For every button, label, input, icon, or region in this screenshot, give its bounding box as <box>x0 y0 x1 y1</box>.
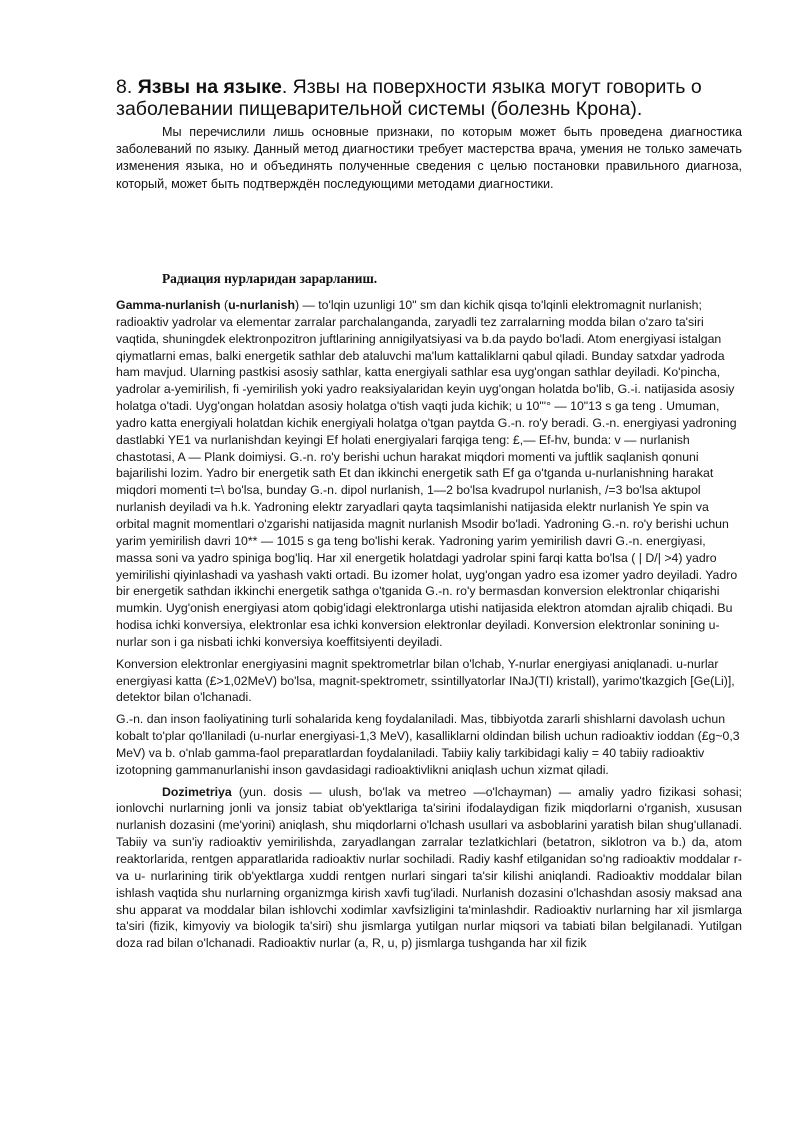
term-dozimetriya: Dozimetriya <box>162 784 232 799</box>
term-u-nurlanish: u-nurlanish <box>228 298 296 312</box>
heading-bold-term: Язвы на языке <box>137 76 282 98</box>
paragraph-gamma: Gamma-nurlanish (u-nurlanish) — to'lqin uzunligi 10" sm dan kichik qisqa to'lqinli elektromagnit nurlanish; radioaktiv yadrolar va elementar zarralar parchalanganda, zaryadli tez zarralarning modda bilan o'zaro ta'siri vaqtida, shuningdek elektronpozitron juftlarining annigilyatsiyasi va b.da paydo bo'ladi. Atom energiyasi istalgan qiymatlarni emas, balki energetik sathlar deb ataluvchi ma'lum kattaliklarni qabul qiladi. Bunday satxdar yadroda ham mavjud. Ularning pastkisi asosiy sathlar, katta energiyali sathlar esa uyg'ongan sathlar deyiladi. Ko'pincha, yadrolar a-yemirilish, fi -yemirilish yoki yadro reaksiyalaridan keyin uyg'ongan holatda bo'lib, G.-i. natijasida asosiy holatga o'tadi. Uyg'ongan holatdan asosiy holatga o'tish vaqti juda kichik; u 10"'° — 10"13 s ga teng . Umuman, yadro katta energiyali holatdan kichik energiyali holatga o'tgan paytda G.-n. ro'y beradi. G.-n. energiyasi yadroning dastlabki YE1 va nurlanishdan keyingi Ef holati energiyalari farqiga teng: £,— Ef-hv, bunda: v — nurlanish chastotasi, A — Plank doimiysi. G.-n. ro'y berishi uchun harakat miqdori momenti va juftlik saqlanish qonuni bajarilishi lozim. Yadro bir energetik sath Et dan ikkinchi energetik sath Ef ga o'tganda u-nurlanishning harakat miqdori momenti t=\ bo'lsa, bunday G.-n. dipol nurlanish, 1—2 bo'lsa kvadrupol nurlanish, /=3 bo'lsa aktupol nurlanish deyiladi va h.k. Yadroning elektr zaryadlari qayta taqsimlanishi natijasida elektr nurlanish Ye spin va orbital magnit momentlari o'zgarishi natijasida magnit nurlanish Msodir bo'ladi. Yadroning G.-n. ro'y berishi uchun yarim yemirilish davri 10** — 1015 s ga teng bo'lishi kerak. Yadroning yarim yemirilish davri G.-n. energiyasi, massa soni va yadro spiniga bog'liq. Har xil energetik holatdagi yadrolar spini farqi katta bo'lsa ( | D/| >4) yadro yemirilishi qiyinlashadi va yashash vakti ortadi. Bu izomer holat, uyg'ongan yadro esa izomer yadro deyiladi. Yadro bir energetik sathdan ikkinchi energetik sathga o'tganida G.-n. ro'y bermasdan konversion elektronlar chiqarishi mumkin. Uyg'onish energiyasi atom qobig'idagi elektronlarga utishi natijasida elektron atomdan ajralib chiqadi. Bu hodisa ichki konversiya, elektronlar esa ichki konversion elektronlar deyiladi. Konversion elektronlar sonining u-nurlar son i ga nisbati ichki konversiya koeffitsiyenti deyiladi. <box>116 298 738 649</box>
paragraph-gamma-text: — to'lqin uzunligi 10" sm dan kichik qisqa to'lqinli elektromagnit nurlanish; radioaktiv yadrolar va elementar zarralar parchalanganda, zaryadli tez zarralarning modda bilan o'zaro ta'siri vaqtida, shuningdek elektronpozitron juftlarining annigilyatsiyasi va b.da paydo bo'ladi. Atom energiyasi istalgan qiymatlarni emas, balki energetik sathlar deb ataluvchi ma'lum kattaliklarni qabul qiladi. Bunday satxdar yadroda ham mavjud. Ularning pastkisi asosiy sathlar, katta energiyali sathlar esa uyg'ongan sathlar deyiladi. Ko'pincha, yadrolar a-yemirilish, fi -yemirilish yoki yadro reaksiyalaridan keyin uyg'ongan holatda bo'lib, G.-i. natijasida asosiy holatga o'tadi. Uyg'ongan holatdan asosiy holatga o'tish vaqti juda kichik; u 10"'° — 10"13 s ga teng . Umuman, yadro katta energiyali holatdan kichik energiyali holatga o'tgan paytda G.-n. ro'y beradi. G.-n. energiyasi yadroning dastlabki YE1 va nurlanishdan keyingi Ef holati energiyalari farqiga teng: £,— Ef-hv, bunda: v — nurlanish chastotasi, A — Plank doimiysi. G.-n. ro'y berishi uchun harakat miqdori momenti va juftlik saqlanish qonuni bajarilishi lozim. Yadro bir energetik sath Et dan ikkinchi energetik sath Ef ga o'tganda u-nurlanishning harakat miqdori momenti t=\ bo'lsa, bunday G.-n. dipol nurlanish, 1—2 bo'lsa kvadrupol nurlanish, /=3 bo'lsa aktupol nurlanish deyiladi va h.k. Yadroning elektr zaryadlari qayta taqsimlanishi natijasida elektr nurlanish Ye spin va orbital magnit momentlari o'zgarishi natijasida magnit nurlanish Msodir bo'ladi. Yadroning G.-n. ro'y berishi uchun yarim yemirilish davri 10** — 1015 s ga teng bo'lishi kerak. Yadroning yarim yemirilish davri G.-n. energiyasi, massa soni va yadro spiniga bog'liq. Har xil energetik holatdagi yadrolar spini farqi katta bo'lsa ( | D/| >4) yadro yemirilishi qiyinlashadi va yashash vakti ortadi. Bu izomer holat, uyg'ongan yadro esa izomer yadro deyiladi. Yadro bir energetik sathdan ikkinchi energetik sathga o'tganida G.-n. ro'y bermasdan konversion elektronlar chiqarishi mumkin. Uyg'onish energiyasi atom qobig'idagi elektronlarga utishi natijasida elektron atomdan ajralib chiqadi. Bu hodisa ichki konversiya, elektronlar esa ichki konversion elektronlar deyiladi. Konversion elektronlar sonining u-nurlar son i ga nisbati ichki konversiya koeffitsiyenti deyiladi. <box>116 298 738 649</box>
paragraph-dozimetriya-text: (yun. dosis — ulush, bo'lak va metreo —o'lchayman) — amaliy yadro fizikasi sohasi; ionlovchi nurlarning jonli va jonsiz tabiat ob'yektlariga ta'sirini ifodalaydigan fizik miqdorlarni o'rganish, xususan nurlanish dozasini (me'yorini) aniqlash, shu miqdorlarni o'lchash usullari va asboblarini yaratish bilan shug'ullanadi. Tabiiy va sun'iy radioaktiv yemirilishda, zaryadlangan zarralar tezlatkichlari (betatron, siklotron va b.) da, atom reaktorlarida, rentgen apparatlarida radioaktiv nurlar sochiladi. Radiy kashf etilganidan so'ng radioaktiv moddalar r- va u- nurlarining tirik ob'yektlarga xuddi rentgen nurlari singari ta'sir kilishi aniqlandi. Radioaktiv moddalar bilan ishlash vaqtida shu nurlarning organizmga kirish xavfi tug'iladi. Nurlanish dozasini o'lchashdan asosiy maksad ana shu apparat va moddalar bilan ishlovchi xodimlar xavfsizligini ta'minlashdir. Radioaktiv nurlarning har xil jismlarga ta'siri (fizik, kimyoviy va biologik ta'siri) shu jismlarga yutilgan nurlar miqsori va tabiati bilan belgilanadi. Yutilgan doza rad bilan o'lchanadi. Radioaktiv nurlar (a, R, u, p) jismlarga tushganda har xil fizik <box>116 784 742 951</box>
section-title: Радиация нурларидан зарарланиш. <box>162 271 378 286</box>
heading-rest: . Язвы на поверхности языка могут говорить о заболевании пищеварительной системы (болезнь Крона). <box>116 76 702 120</box>
paragraph-dozimetriya <box>116 784 742 952</box>
heading-item-8 <box>116 76 756 120</box>
intro-paragraph: Мы перечислили лишь основные признаки, по которым может быть проведена диагностика заболеваний по языку. Данный метод диагностики требует мастерства врача, умения не только замечать изменения языка, но и объединять полученные сведения с целью постановки правильного диагноза, который, может быть подтверждён последующими методами диагностики. <box>116 125 742 191</box>
term-gamma: Gamma-nurlanish <box>116 298 221 312</box>
paragraph-usage: G.-n. dan inson faoliyatining turli sohalarida keng foydalaniladi. Mas, tibbiyotda zararli shishlarni davolash uchun kobalt to'plar qo'llaniladi (u-nurlar energiyasi-1,3 MeV), kasalliklarni oldindan bilish uchun radioaktiv ioddan (£g~0,3 MeV) va b. o'nlab gamma-faol preparatlardan foydalaniladi. Tabiiy kaliy tarkibidagi kaliy = 40 tabiiy radioaktiv izotopning gammanurlanishi inson gavdasidagi radioaktivlikni aniqlash uchun xizmat qiladi. <box>116 712 740 777</box>
item-number: 8. <box>116 76 133 98</box>
body-text <box>116 297 742 957</box>
paragraph-konversion: Konversion elektronlar energiyasini magnit spektrometrlar bilan o'lchab, Y-nurlar energiyasi aniqlanadi. u-nurlar energiyasi katta (£>1,02MeV) bo'lsa, magnit-spektrometr, ssintillyatorlar INaJ(TI) kristall), yarimo'tkazgich [Ge(Li)], detektor bilan o'lchanadi. <box>116 656 735 705</box>
